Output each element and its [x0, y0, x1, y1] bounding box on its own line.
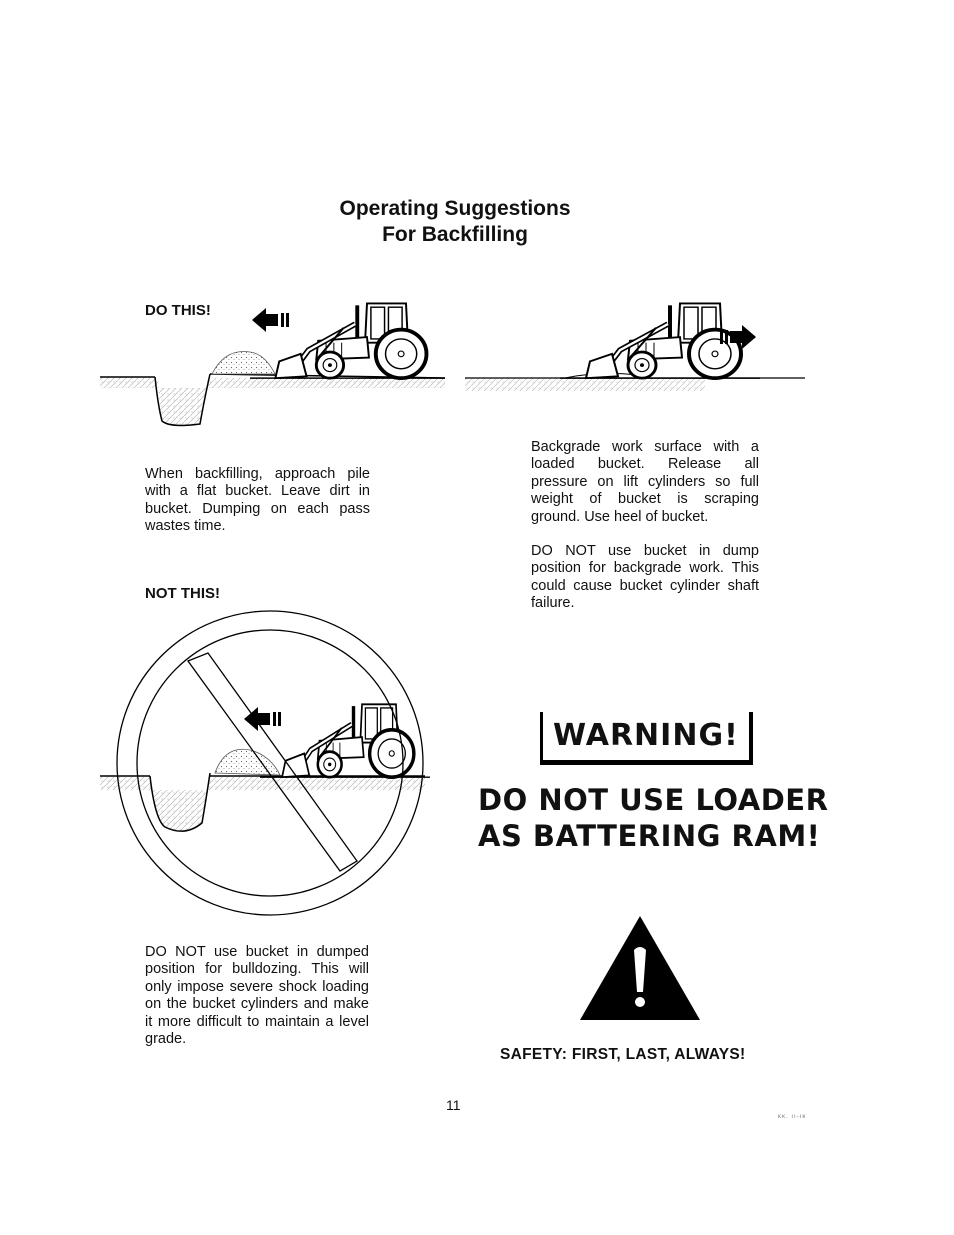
- arrow-left-icon: [252, 308, 289, 332]
- ram-line-1: DO NOT USE LOADER: [478, 783, 829, 817]
- page-number: 11: [446, 1097, 461, 1113]
- title-line-1: Operating Suggestions: [339, 197, 571, 220]
- backgrade-paragraph: Backgrade work surface with a loaded bucket. Release all pressure on lift cylinders so full weight of bucket is scraping ground. Use heel of bucket.: [531, 439, 759, 525]
- battering-ram-warning: [478, 782, 828, 854]
- do-this-paragraph: When backfilling, approach pile with a flat bucket. Leave dirt in bucket. Dumping on each pass wastes time.: [145, 466, 370, 535]
- ram-line-2: AS BATTERING RAM!: [478, 819, 821, 853]
- not-this-illustration: [100, 605, 440, 925]
- title-line-2: For Backfilling: [382, 223, 528, 246]
- dump-warning-paragraph: DO NOT use bucket in dump position for backgrade work. This could cause bucket cylinder shaft failure.: [531, 543, 759, 612]
- safety-slogan: SAFETY: FIRST, LAST, ALWAYS!: [500, 1046, 746, 1063]
- page-title: [0, 196, 910, 248]
- warning-triangle-icon: [578, 914, 702, 1022]
- backgrade-illustration: [465, 296, 810, 401]
- not-this-label: NOT THIS!: [145, 585, 220, 602]
- do-this-illustration: [100, 296, 450, 446]
- not-this-paragraph: DO NOT use bucket in dumped position for bulldozing. This will only impose severe shock loading on the bucket cylinders and make it more difficult to maintain a level grade.: [145, 944, 369, 1048]
- warning-label: WARNING!: [553, 718, 739, 753]
- do-this-label: DO THIS!: [145, 302, 211, 319]
- footer-code: ĸĸ. ıı-ıĸ: [778, 1114, 807, 1120]
- warning-box: [540, 712, 753, 765]
